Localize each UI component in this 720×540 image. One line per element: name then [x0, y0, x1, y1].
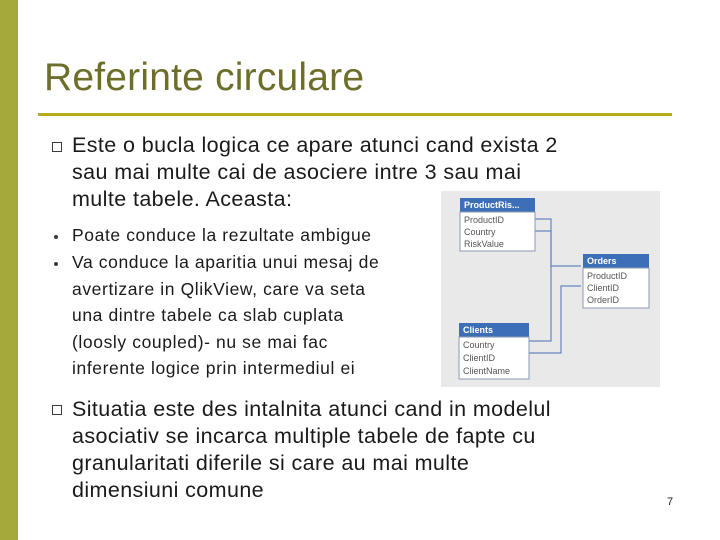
title-underline: [38, 113, 672, 116]
association-line-productid: [534, 219, 581, 266]
square-bullet-icon: [52, 405, 62, 415]
field-name: ClientID: [587, 283, 620, 293]
table-orders[interactable]: [583, 254, 649, 308]
text-line: Situatia este des intalnita atunci cand in modelul: [72, 397, 551, 421]
text-line: sau mai multe cai de asociere intre 3 sau mai: [72, 160, 522, 184]
table-clients[interactable]: [459, 323, 529, 379]
page-number: 7: [667, 496, 674, 508]
square-bullet-icon: [52, 142, 62, 152]
text-line: inferente logice prin intermediul ei: [72, 358, 356, 378]
text-line: Va conduce la aparitia unui mesaj de: [72, 252, 380, 272]
sub-bullet-1-text: [72, 222, 442, 249]
association-lines: [529, 219, 581, 353]
table-name: Orders: [587, 256, 617, 266]
field-name: RiskValue: [464, 239, 504, 249]
field-name: Country: [463, 340, 495, 350]
table-productrisk[interactable]: [460, 198, 535, 251]
text-line: multe tabele. Aceasta:: [72, 187, 293, 211]
text-line: una dintre tabele ca slab cuplata: [72, 305, 344, 325]
left-accent-bar: [0, 0, 18, 540]
text-line: Poate conduce la rezultate ambigue: [72, 225, 372, 245]
text-line: Este o bucla logica ce apare atunci cand exista 2: [72, 133, 558, 157]
text-line: granularitati diferile si care au mai multe: [72, 451, 470, 475]
field-name: Country: [464, 227, 496, 237]
field-name: OrderID: [587, 295, 620, 305]
text-line: asociativ se incarca multiple tabele de fapte cu: [72, 424, 536, 448]
field-name: ClientID: [463, 353, 496, 363]
dot-bullet-icon: [54, 262, 58, 266]
table-name: ProductRis...: [464, 200, 520, 210]
table-name: Clients: [463, 325, 494, 335]
text-line: avertizare in QlikView, care va seta: [72, 278, 366, 299]
text-line: (loosly coupled)- nu se mai fac: [72, 331, 328, 352]
bullet-3-text: [72, 396, 672, 504]
data-model-diagram: [441, 191, 660, 387]
field-name: ProductID: [464, 215, 505, 225]
slide-title: Referinte circulare: [44, 56, 365, 99]
field-name: ProductID: [587, 271, 628, 281]
field-name: ClientName: [463, 366, 511, 376]
sub-bullet-2-text: [72, 249, 442, 382]
dot-bullet-icon: [54, 235, 58, 239]
association-line-clientid: [529, 286, 581, 353]
text-line: dimensiuni comune: [72, 478, 265, 502]
